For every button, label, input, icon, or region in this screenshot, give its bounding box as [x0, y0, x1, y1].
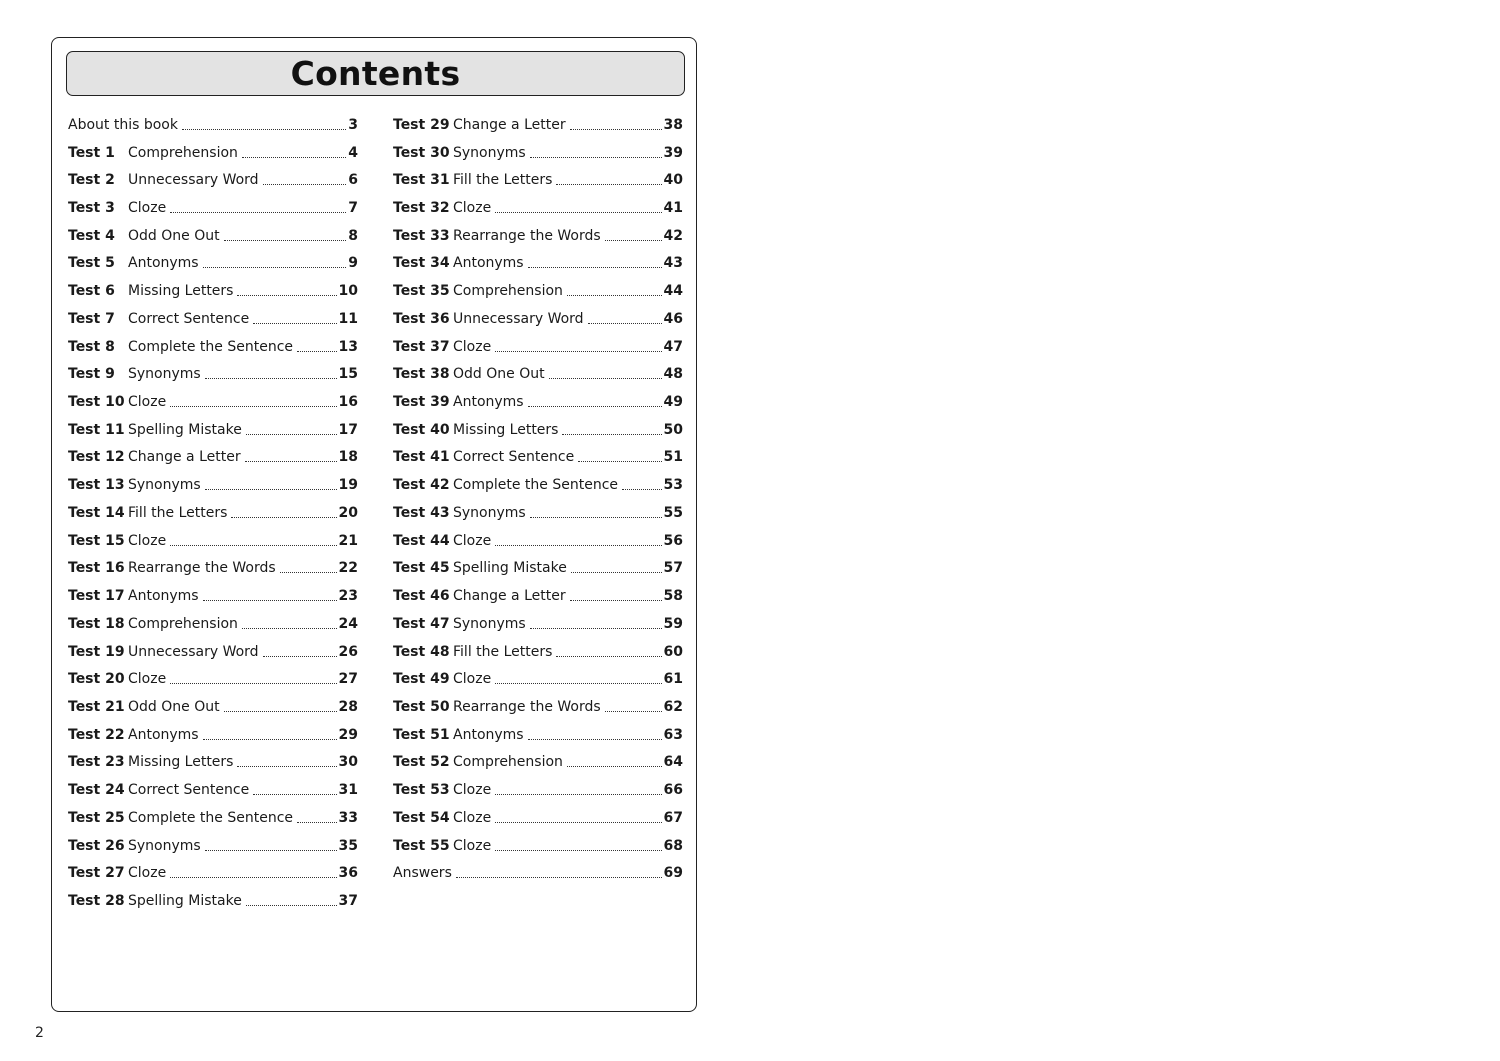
- toc-page-number: 20: [338, 504, 358, 521]
- toc-page-number: 33: [338, 809, 358, 826]
- toc-entry: [393, 859, 683, 887]
- dot-leader: [224, 711, 337, 712]
- dot-leader: [203, 267, 347, 268]
- toc-test-number: Test 24: [68, 782, 125, 799]
- toc-test-number: Test 20: [68, 671, 125, 688]
- toc-test-number: Test 47: [393, 615, 450, 632]
- toc-test-number: Test 13: [68, 477, 125, 494]
- page-title: Contents: [290, 54, 461, 93]
- toc-page-number: 69: [663, 865, 683, 882]
- toc-entry-title: Rearrange the Words: [128, 560, 276, 577]
- dot-leader: [556, 656, 661, 657]
- toc-entry: [393, 166, 683, 194]
- dot-leader: [567, 295, 662, 296]
- toc-entry: [393, 333, 683, 361]
- toc-entry: [68, 887, 358, 915]
- toc-page-number: 16: [338, 394, 358, 411]
- toc-test-number: Test 45: [393, 560, 450, 577]
- toc-test-number: Test 6: [68, 283, 115, 300]
- toc-entry-title: Spelling Mistake: [453, 560, 567, 577]
- toc-entry: [393, 222, 683, 250]
- toc-entry-title: Synonyms: [128, 837, 201, 854]
- dot-leader: [530, 517, 662, 518]
- dot-leader: [495, 545, 661, 546]
- toc-entry-title: Comprehension: [453, 754, 563, 771]
- toc-entry-title: Cloze: [128, 200, 167, 217]
- toc-test-number: Test 42: [393, 477, 450, 494]
- dot-leader: [231, 517, 336, 518]
- toc-page-number: 18: [338, 449, 358, 466]
- toc-entry-title: Fill the Letters: [453, 643, 553, 660]
- dot-leader: [588, 323, 662, 324]
- dot-leader: [246, 434, 337, 435]
- toc-test-number: Test 33: [393, 227, 450, 244]
- dot-leader: [253, 323, 336, 324]
- dot-leader: [170, 212, 346, 213]
- dot-leader: [495, 850, 661, 851]
- toc-page-number: 55: [663, 504, 683, 521]
- dot-leader: [605, 240, 662, 241]
- toc-entry-title: Answers: [393, 865, 452, 882]
- toc-page-number: 67: [663, 809, 683, 826]
- toc-test-number: Test 39: [393, 394, 450, 411]
- toc-entry-title: Fill the Letters: [453, 172, 553, 189]
- toc-test-number: Test 2: [68, 172, 115, 189]
- toc-entry: [68, 610, 358, 638]
- toc-test-number: Test 44: [393, 532, 450, 549]
- toc-test-number: Test 46: [393, 588, 450, 605]
- toc-entry-title: Missing Letters: [128, 754, 234, 771]
- dot-leader: [528, 406, 662, 407]
- toc-test-number: Test 51: [393, 726, 450, 743]
- toc-entry: [393, 527, 683, 555]
- toc-entry: [68, 693, 358, 721]
- toc-test-number: Test 35: [393, 283, 450, 300]
- toc-entry: [68, 416, 358, 444]
- dot-leader: [495, 683, 661, 684]
- toc-test-number: Test 32: [393, 200, 450, 217]
- toc-test-number: Test 22: [68, 726, 125, 743]
- toc-entry: [393, 665, 683, 693]
- dot-leader: [246, 905, 337, 906]
- toc-entry-title: Cloze: [453, 837, 492, 854]
- toc-entry: [393, 277, 683, 305]
- dot-leader: [530, 157, 662, 158]
- toc-entry: [68, 333, 358, 361]
- toc-test-number: Test 1: [68, 144, 115, 161]
- dot-leader: [528, 739, 662, 740]
- toc-page-number: 41: [663, 200, 683, 217]
- toc-page-number: 35: [338, 837, 358, 854]
- dot-leader: [203, 739, 337, 740]
- toc-page-number: 9: [348, 255, 358, 272]
- toc-entry-title: Cloze: [453, 809, 492, 826]
- toc-entry: [393, 638, 683, 666]
- dot-leader: [567, 766, 662, 767]
- dot-leader: [622, 489, 662, 490]
- dot-leader: [528, 267, 662, 268]
- toc-test-number: Test 21: [68, 698, 125, 715]
- dot-leader: [253, 794, 336, 795]
- dot-leader: [495, 351, 661, 352]
- contents-title-bar: [66, 51, 685, 96]
- toc-test-number: Test 4: [68, 227, 115, 244]
- contents-panel: [51, 37, 697, 1012]
- toc-entry-title: Rearrange the Words: [453, 227, 601, 244]
- toc-page-number: 50: [663, 421, 683, 438]
- toc-test-number: Test 17: [68, 588, 125, 605]
- toc-test-number: Test 10: [68, 394, 125, 411]
- dot-leader: [242, 157, 346, 158]
- toc-entry-title: Comprehension: [128, 144, 238, 161]
- toc-entry: [393, 582, 683, 610]
- toc-entry-title: Synonyms: [453, 615, 526, 632]
- toc-page-number: 56: [663, 532, 683, 549]
- toc-entry-title: Fill the Letters: [128, 504, 228, 521]
- toc-test-number: Test 34: [393, 255, 450, 272]
- toc-entry-title: Correct Sentence: [128, 310, 250, 327]
- toc-page-number: 13: [338, 338, 358, 355]
- toc-page-number: 3: [348, 116, 358, 133]
- toc-entry-title: Odd One Out: [128, 698, 220, 715]
- toc-entry-title: Antonyms: [128, 255, 199, 272]
- toc-entry-title: Spelling Mistake: [128, 421, 242, 438]
- toc-entry: [68, 388, 358, 416]
- toc-page-number: 38: [663, 116, 683, 133]
- toc-entry: [393, 416, 683, 444]
- toc-entry-title: Cloze: [453, 338, 492, 355]
- toc-test-number: Test 36: [393, 310, 450, 327]
- toc-page-number: 68: [663, 837, 683, 854]
- dot-leader: [237, 295, 336, 296]
- toc-entry-title: Complete the Sentence: [128, 809, 294, 826]
- toc-entry-title: Synonyms: [453, 504, 526, 521]
- toc-entry-title: Change a Letter: [453, 116, 566, 133]
- toc-page-number: 27: [338, 671, 358, 688]
- dot-leader: [170, 683, 336, 684]
- toc-page-number: 19: [338, 477, 358, 494]
- dot-leader: [297, 351, 337, 352]
- toc-test-number: Test 11: [68, 421, 125, 438]
- toc-entry: [68, 305, 358, 333]
- toc-page-number: 22: [338, 560, 358, 577]
- toc-page-number: 59: [663, 615, 683, 632]
- toc-entry: [68, 832, 358, 860]
- toc-entry: [393, 139, 683, 167]
- toc-entry-title: Correct Sentence: [453, 449, 575, 466]
- toc-page-number: 11: [338, 310, 358, 327]
- toc-test-number: Test 53: [393, 782, 450, 799]
- toc-test-number: Test 43: [393, 504, 450, 521]
- toc-entry: [68, 638, 358, 666]
- toc-test-number: Test 5: [68, 255, 115, 272]
- toc-page-number: 57: [663, 560, 683, 577]
- toc-entry-title: Rearrange the Words: [453, 698, 601, 715]
- toc-entry: [68, 776, 358, 804]
- toc-page-number: 40: [663, 172, 683, 189]
- toc-page-number: 24: [338, 615, 358, 632]
- toc-entry: [68, 721, 358, 749]
- toc-entry-title: Antonyms: [128, 726, 199, 743]
- toc-test-number: Test 41: [393, 449, 450, 466]
- toc-entry: [68, 499, 358, 527]
- toc-page-number: 36: [338, 865, 358, 882]
- toc-entry-title: Unnecessary Word: [128, 643, 259, 660]
- dot-leader: [530, 628, 662, 629]
- toc-entry: [393, 250, 683, 278]
- dot-leader: [263, 184, 347, 185]
- dot-leader: [237, 766, 336, 767]
- dot-leader: [562, 434, 661, 435]
- dot-leader: [570, 129, 662, 130]
- toc-page-number: 15: [338, 366, 358, 383]
- toc-entry: [393, 610, 683, 638]
- toc-test-number: Test 31: [393, 172, 450, 189]
- dot-leader: [170, 406, 336, 407]
- page-number: 2: [35, 1025, 44, 1041]
- toc-entry-title: Cloze: [128, 671, 167, 688]
- toc-entry-title: Cloze: [453, 782, 492, 799]
- toc-entry: [68, 749, 358, 777]
- toc-page-number: 30: [338, 754, 358, 771]
- toc-page-number: 17: [338, 421, 358, 438]
- dot-leader: [549, 378, 662, 379]
- toc-test-number: Test 37: [393, 338, 450, 355]
- toc-entry-title: About this book: [68, 116, 178, 133]
- dot-leader: [205, 489, 337, 490]
- toc-entry: [68, 360, 358, 388]
- toc-page-number: 64: [663, 754, 683, 771]
- toc-entry: [393, 471, 683, 499]
- toc-entry-title: Antonyms: [128, 588, 199, 605]
- toc-entry-title: Comprehension: [453, 283, 563, 300]
- toc-entry: [393, 749, 683, 777]
- toc-page-number: 10: [338, 283, 358, 300]
- toc-page-number: 23: [338, 588, 358, 605]
- toc-test-number: Test 27: [68, 865, 125, 882]
- toc-entry-title: Cloze: [128, 532, 167, 549]
- toc-test-number: Test 30: [393, 144, 450, 161]
- dot-leader: [203, 600, 337, 601]
- toc-entry: [68, 444, 358, 472]
- toc-page-number: 47: [663, 338, 683, 355]
- toc-entry-title: Unnecessary Word: [128, 172, 259, 189]
- toc-entry-title: Cloze: [128, 865, 167, 882]
- toc-page-number: 28: [338, 698, 358, 715]
- toc-page-number: 58: [663, 588, 683, 605]
- toc-test-number: Test 38: [393, 366, 450, 383]
- toc-entry-title: Synonyms: [128, 477, 201, 494]
- toc-test-number: Test 23: [68, 754, 125, 771]
- toc-entry-title: Cloze: [128, 394, 167, 411]
- toc-entry-title: Change a Letter: [453, 588, 566, 605]
- dot-leader: [182, 129, 346, 130]
- toc-page-number: 43: [663, 255, 683, 272]
- toc-page-number: 44: [663, 283, 683, 300]
- dot-leader: [280, 572, 337, 573]
- toc-test-number: Test 18: [68, 615, 125, 632]
- toc-test-number: Test 29: [393, 116, 450, 133]
- dot-leader: [245, 461, 337, 462]
- toc-right-column: [393, 111, 683, 887]
- toc-test-number: Test 16: [68, 560, 125, 577]
- toc-test-number: Test 9: [68, 366, 115, 383]
- toc-entry: [393, 194, 683, 222]
- toc-test-number: Test 25: [68, 809, 125, 826]
- toc-entry-title: Synonyms: [453, 144, 526, 161]
- toc-entry: [68, 859, 358, 887]
- toc-page-number: 37: [338, 892, 358, 909]
- toc-page-number: 4: [348, 144, 358, 161]
- toc-entry-title: Missing Letters: [453, 421, 559, 438]
- dot-leader: [578, 461, 661, 462]
- toc-test-number: Test 26: [68, 837, 125, 854]
- toc-test-number: Test 52: [393, 754, 450, 771]
- toc-entry: [68, 582, 358, 610]
- toc-entry-title: Complete the Sentence: [453, 477, 619, 494]
- toc-test-number: Test 28: [68, 892, 125, 909]
- toc-entry-title: Complete the Sentence: [128, 338, 294, 355]
- toc-entry: [393, 499, 683, 527]
- toc-entry: [393, 776, 683, 804]
- toc-page-number: 48: [663, 366, 683, 383]
- toc-entry: [68, 222, 358, 250]
- toc-test-number: Test 48: [393, 643, 450, 660]
- toc-page-number: 46: [663, 310, 683, 327]
- toc-entry: [393, 804, 683, 832]
- dot-leader: [263, 656, 337, 657]
- toc-test-number: Test 8: [68, 338, 115, 355]
- toc-entry: [393, 305, 683, 333]
- toc-entry: [393, 444, 683, 472]
- toc-entry: [68, 194, 358, 222]
- toc-test-number: Test 49: [393, 671, 450, 688]
- toc-entry: [393, 388, 683, 416]
- toc-entry: [68, 527, 358, 555]
- toc-entry: [68, 665, 358, 693]
- toc-page-number: 60: [663, 643, 683, 660]
- dot-leader: [495, 794, 661, 795]
- dot-leader: [297, 822, 337, 823]
- toc-page-number: 51: [663, 449, 683, 466]
- toc-entry-title: Spelling Mistake: [128, 892, 242, 909]
- toc-entry: [68, 471, 358, 499]
- toc-entry: [68, 111, 358, 139]
- toc-entry: [393, 555, 683, 583]
- toc-page-number: 62: [663, 698, 683, 715]
- toc-page-number: 61: [663, 671, 683, 688]
- toc-page-number: 29: [338, 726, 358, 743]
- dot-leader: [224, 240, 347, 241]
- toc-entry-title: Cloze: [453, 200, 492, 217]
- toc-page-number: 21: [338, 532, 358, 549]
- toc-entry: [68, 166, 358, 194]
- toc-test-number: Test 14: [68, 504, 125, 521]
- toc-test-number: Test 15: [68, 532, 125, 549]
- toc-entry-title: Antonyms: [453, 255, 524, 272]
- toc-entry-title: Cloze: [453, 532, 492, 549]
- toc-entry-title: Change a Letter: [128, 449, 241, 466]
- toc-page-number: 6: [348, 172, 358, 189]
- toc-page-number: 8: [348, 227, 358, 244]
- toc-entry: [68, 139, 358, 167]
- toc-entry: [393, 360, 683, 388]
- toc-page-number: 66: [663, 782, 683, 799]
- toc-entry-title: Correct Sentence: [128, 782, 250, 799]
- dot-leader: [242, 628, 337, 629]
- toc-test-number: Test 19: [68, 643, 125, 660]
- toc-entry: [393, 111, 683, 139]
- toc-test-number: Test 40: [393, 421, 450, 438]
- toc-test-number: Test 12: [68, 449, 125, 466]
- toc-page-number: 39: [663, 144, 683, 161]
- toc-page-number: 42: [663, 227, 683, 244]
- dot-leader: [170, 545, 336, 546]
- dot-leader: [571, 572, 662, 573]
- toc-page-number: 7: [348, 200, 358, 217]
- toc-test-number: Test 50: [393, 698, 450, 715]
- toc-entry-title: Cloze: [453, 671, 492, 688]
- toc-page-number: 63: [663, 726, 683, 743]
- toc-test-number: Test 54: [393, 809, 450, 826]
- dot-leader: [456, 877, 662, 878]
- toc-page-number: 49: [663, 394, 683, 411]
- toc-entry: [393, 721, 683, 749]
- toc-entry-title: Missing Letters: [128, 283, 234, 300]
- toc-entry: [393, 832, 683, 860]
- dot-leader: [495, 822, 661, 823]
- toc-entry-title: Odd One Out: [453, 366, 545, 383]
- toc-entry-title: Comprehension: [128, 615, 238, 632]
- toc-entry-title: Odd One Out: [128, 227, 220, 244]
- toc-entry-title: Antonyms: [453, 394, 524, 411]
- toc-page-number: 26: [338, 643, 358, 660]
- toc-entry-title: Unnecessary Word: [453, 310, 584, 327]
- toc-test-number: Test 55: [393, 837, 450, 854]
- toc-entry: [68, 277, 358, 305]
- toc-left-column: [68, 111, 358, 915]
- toc-page-number: 31: [338, 782, 358, 799]
- toc-entry: [68, 555, 358, 583]
- toc-entry: [68, 804, 358, 832]
- toc-test-number: Test 7: [68, 310, 115, 327]
- dot-leader: [570, 600, 662, 601]
- toc-entry-title: Synonyms: [128, 366, 201, 383]
- toc-test-number: Test 3: [68, 200, 115, 217]
- dot-leader: [495, 212, 661, 213]
- dot-leader: [556, 184, 661, 185]
- dot-leader: [170, 877, 336, 878]
- dot-leader: [205, 378, 337, 379]
- toc-entry: [393, 693, 683, 721]
- dot-leader: [605, 711, 662, 712]
- dot-leader: [205, 850, 337, 851]
- toc-entry: [68, 250, 358, 278]
- toc-entry-title: Antonyms: [453, 726, 524, 743]
- toc-page-number: 53: [663, 477, 683, 494]
